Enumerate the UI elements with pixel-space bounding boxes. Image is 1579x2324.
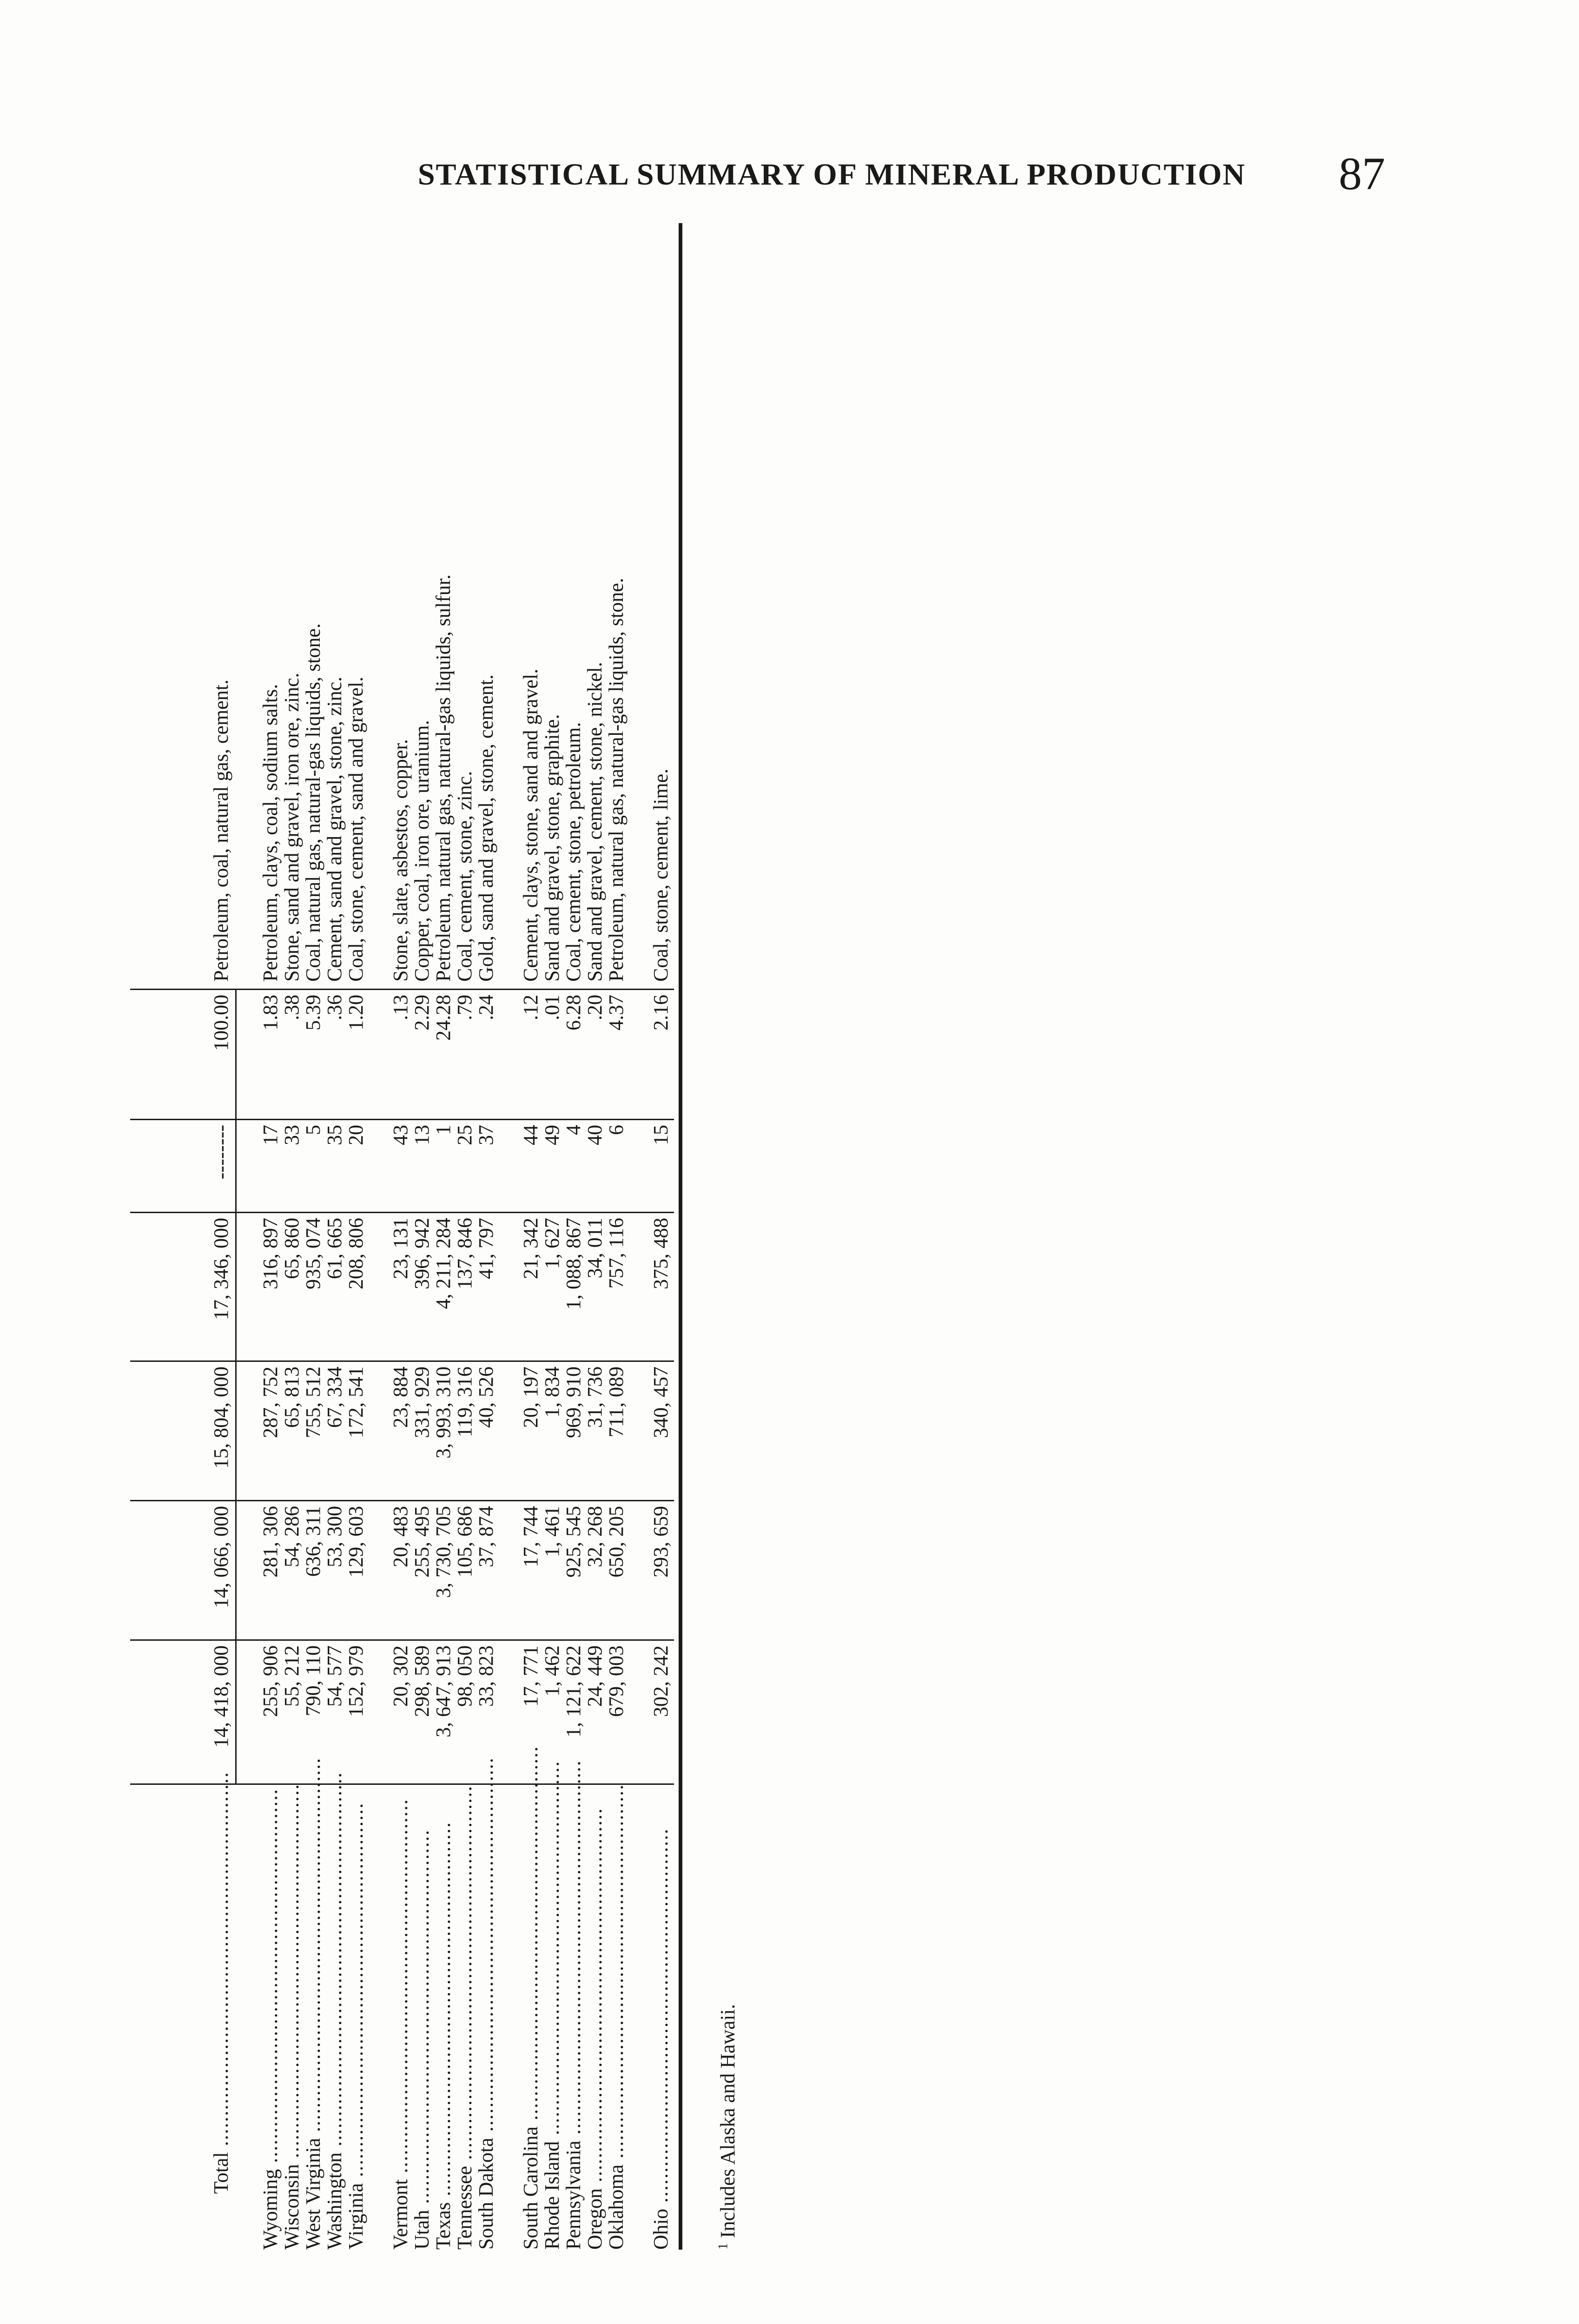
column-rule <box>130 1500 674 1501</box>
value-cell-4: 375, 488 <box>649 1218 672 1289</box>
value-cell-3: 20, 197 <box>519 1367 542 1428</box>
minerals-cell: Petroleum, clays, coal, sodium salts. <box>259 684 282 982</box>
state-name <box>346 1785 366 2250</box>
value-cell-2: 17, 744 <box>519 1506 542 1567</box>
value-cell-1: 17, 771 <box>519 1645 542 1707</box>
value-cell-1: 24, 449 <box>583 1645 606 1707</box>
value-cell-2: 3, 730, 705 <box>432 1506 455 1598</box>
value-cell-2: 20, 483 <box>389 1506 412 1567</box>
percent-cell: 24.28 <box>432 995 455 1041</box>
footnote <box>716 2004 740 2250</box>
minerals-cell: Cement, sand and gravel, stone, zinc. <box>323 676 346 982</box>
value-cell-2: 129, 603 <box>344 1506 367 1578</box>
state-label: West Virginia <box>302 2138 324 2250</box>
footnote-mark: 1 <box>716 2243 731 2250</box>
value-cell-4: 396, 942 <box>410 1218 433 1289</box>
state-label: Rhode Island <box>541 2141 563 2250</box>
percent-cell: 2.16 <box>649 995 672 1030</box>
table-top-rule <box>679 223 682 2250</box>
value-cell-3: 755, 512 <box>302 1367 324 1438</box>
minerals-cell: Petroleum, natural gas, natural-gas liquids, sulfur. <box>432 574 455 982</box>
value-cell-1: 55, 212 <box>280 1645 303 1707</box>
state-name <box>412 1785 432 2250</box>
rank-cell: 25 <box>453 1125 476 1145</box>
state-name <box>260 1785 281 2250</box>
column-c3 <box>130 1362 674 1501</box>
footnote-text: Includes Alaska and Hawaii. <box>716 2004 739 2238</box>
minerals-cell: Stone, slate, asbestos, copper. <box>389 739 412 982</box>
state-name <box>324 1785 345 2250</box>
value-cell-4: 61, 665 <box>323 1218 346 1279</box>
state-label: Oklahoma <box>605 2164 628 2250</box>
rank-cell: 1 <box>432 1125 455 1135</box>
state-label: Total <box>210 2152 232 2194</box>
state-name <box>476 1785 496 2250</box>
minerals-cell: Copper, coal, iron ore, uranium. <box>410 720 433 982</box>
value-cell-4: 34, 011 <box>583 1218 606 1279</box>
minerals-cell: Cement, clays, stone, sand and gravel. <box>519 668 542 982</box>
value-cell-1: 54, 577 <box>323 1645 346 1707</box>
state-label: Utah <box>410 2210 433 2250</box>
state-name <box>433 1785 454 2250</box>
page-header <box>0 0 1579 232</box>
rank-cell: 40 <box>583 1125 606 1145</box>
rank-cell: 6 <box>605 1125 628 1135</box>
minerals-cell: Sand and gravel, stone, graphite. <box>541 714 563 982</box>
value-cell-1: 302, 242 <box>649 1645 672 1717</box>
value-cell-2: 255, 495 <box>410 1506 433 1578</box>
minerals-cell: Coal, natural gas, natural-gas liquids, stone. <box>302 623 324 982</box>
value-cell-1: 20, 302 <box>389 1645 412 1707</box>
value-cell-2: 37, 874 <box>475 1506 497 1567</box>
column-c2 <box>130 1501 674 1641</box>
rank-cell: 15 <box>649 1125 672 1145</box>
value-cell-4: 17, 346, 000 <box>210 1218 232 1320</box>
value-cell-3: 969, 910 <box>562 1367 585 1438</box>
column-c4 <box>130 1213 674 1362</box>
rank-cell: 17 <box>259 1125 282 1145</box>
state-label: South Carolina <box>519 2126 542 2250</box>
total-label <box>211 1785 231 2250</box>
value-cell-3: 40, 526 <box>475 1367 497 1428</box>
column-state <box>130 1785 674 2250</box>
column-rule <box>130 1360 674 1362</box>
state-label: Washington <box>323 2152 346 2250</box>
value-cell-4: 1, 088, 867 <box>562 1218 585 1310</box>
column-minerals <box>130 223 674 990</box>
value-cell-1: 1, 462 <box>541 1645 563 1697</box>
state-label: Oregon <box>583 2188 606 2250</box>
value-cell-3: 65, 813 <box>280 1367 303 1428</box>
state-label: Ohio <box>649 2209 672 2250</box>
value-cell-2: 293, 659 <box>649 1506 672 1578</box>
value-cell-3: 119, 316 <box>453 1367 476 1438</box>
value-cell-2: 54, 286 <box>280 1506 303 1567</box>
state-label: Wyoming <box>259 2169 282 2250</box>
value-cell-1: 679, 003 <box>605 1645 628 1717</box>
rank-cell: 49 <box>541 1125 563 1145</box>
state-label: Vermont <box>389 2179 412 2250</box>
value-cell-4: 137, 846 <box>453 1218 476 1289</box>
value-cell-4: 23, 131 <box>389 1218 412 1279</box>
state-name <box>585 1785 605 2250</box>
value-cell-1: 255, 906 <box>259 1645 282 1717</box>
state-label: Wisconsin <box>280 2164 303 2250</box>
state-name <box>390 1785 411 2250</box>
column-rule <box>130 1639 674 1641</box>
running-title: STATISTICAL SUMMARY OF MINERAL PRODUCTION <box>417 158 1246 191</box>
rank-cell: 20 <box>344 1125 367 1145</box>
value-cell-3: 340, 457 <box>649 1367 672 1438</box>
column-c1 <box>130 1641 674 1785</box>
percent-cell: 4.37 <box>605 995 628 1030</box>
state-name <box>282 1785 302 2250</box>
value-cell-2: 14, 066, 000 <box>210 1506 232 1608</box>
state-name <box>651 1785 671 2250</box>
column-rule <box>130 989 674 990</box>
column-rank <box>130 1120 674 1213</box>
state-label: South Dakota <box>475 2138 497 2250</box>
column-rule <box>130 1212 674 1213</box>
percent-cell: .24 <box>475 995 497 1020</box>
percent-cell: 6.28 <box>562 995 585 1030</box>
column-rule <box>130 1119 674 1120</box>
value-cell-4: 41, 797 <box>475 1218 497 1279</box>
value-cell-4: 316, 897 <box>259 1218 282 1289</box>
value-cell-2: 636, 311 <box>302 1506 324 1577</box>
state-name <box>303 1785 324 2250</box>
value-cell-4: 65, 860 <box>280 1218 303 1279</box>
value-cell-2: 105, 686 <box>453 1506 476 1578</box>
column-percent <box>130 990 674 1120</box>
state-name <box>563 1785 584 2250</box>
percent-cell: 1.83 <box>259 995 282 1030</box>
value-cell-3: 287, 752 <box>259 1367 282 1438</box>
value-cell-2: 32, 268 <box>583 1506 606 1567</box>
percent-cell: .79 <box>453 995 476 1020</box>
rank-cell: 5 <box>302 1125 324 1135</box>
value-cell-4: 4, 211, 284 <box>432 1218 455 1309</box>
value-cell-1: 1, 121, 622 <box>562 1645 585 1737</box>
state-name <box>542 1785 562 2250</box>
state-label: Virginia <box>344 2183 367 2250</box>
percent-cell: 2.29 <box>410 995 433 1030</box>
page-number: 87 <box>1339 148 1385 199</box>
rank-cell: 35 <box>323 1125 346 1145</box>
minerals-cell: Gold, sand and gravel, stone, cement. <box>475 674 497 982</box>
percent-cell: .20 <box>583 995 606 1020</box>
rank-cell: 43 <box>389 1125 412 1145</box>
rank-cell: 13 <box>410 1125 433 1145</box>
percent-cell: .36 <box>323 995 346 1020</box>
minerals-cell: Stone, sand and gravel, iron ore, zinc. <box>280 673 303 982</box>
percent-cell: .13 <box>389 995 412 1020</box>
minerals-cell: Petroleum, natural gas, natural-gas liquids, stone. <box>605 578 628 982</box>
value-cell-2: 925, 545 <box>562 1506 585 1578</box>
value-cell-3: 67, 334 <box>323 1367 346 1428</box>
percent-cell: .12 <box>519 995 542 1020</box>
value-cell-1: 298, 589 <box>410 1645 433 1717</box>
value-cell-4: 21, 342 <box>519 1218 542 1279</box>
column-rule <box>130 1783 674 1785</box>
minerals-cell: Coal, stone, cement, lime. <box>649 768 672 982</box>
value-cell-3: 15, 804, 000 <box>210 1367 232 1469</box>
value-cell-3: 172, 541 <box>344 1367 367 1438</box>
rank-cell: -------- <box>210 1125 232 1180</box>
value-cell-4: 208, 806 <box>344 1218 367 1289</box>
value-cell-4: 935, 074 <box>302 1218 324 1289</box>
value-cell-1: 790, 110 <box>302 1645 324 1717</box>
value-cell-1: 98, 050 <box>453 1645 476 1707</box>
state-name <box>606 1785 627 2250</box>
value-cell-4: 1, 627 <box>541 1218 563 1269</box>
total-rule <box>235 990 237 1785</box>
value-cell-2: 1, 461 <box>541 1506 563 1557</box>
value-cell-4: 757, 116 <box>605 1218 628 1289</box>
value-cell-3: 331, 929 <box>410 1367 433 1438</box>
minerals-cell: Coal, cement, stone, zinc. <box>453 771 476 982</box>
rank-cell: 4 <box>562 1125 585 1135</box>
percent-cell: 5.39 <box>302 995 324 1030</box>
state-label: Tennessee <box>453 2166 476 2250</box>
value-cell-2: 53, 300 <box>323 1506 346 1567</box>
minerals-cell: Sand and gravel, cement, stone, nickel. <box>583 662 606 982</box>
rank-cell: 37 <box>475 1125 497 1145</box>
state-label: Pennsylvania <box>562 2140 585 2250</box>
value-cell-3: 1, 834 <box>541 1367 563 1418</box>
value-cell-2: 281, 306 <box>259 1506 282 1578</box>
state-name <box>455 1785 475 2250</box>
percent-cell: .01 <box>541 995 563 1020</box>
percent-cell: .38 <box>280 995 303 1020</box>
value-cell-3: 3, 993, 310 <box>432 1367 455 1459</box>
value-cell-3: 23, 884 <box>389 1367 412 1428</box>
percent-cell: 100.00 <box>210 995 232 1051</box>
minerals-cell: Coal, cement, stone, petroleum. <box>562 722 585 982</box>
value-cell-2: 650, 205 <box>605 1506 628 1578</box>
minerals-cell: Coal, stone, cement, sand and gravel. <box>344 676 367 982</box>
rank-cell: 33 <box>280 1125 303 1145</box>
rank-cell: 44 <box>519 1125 542 1145</box>
value-cell-1: 33, 823 <box>475 1645 497 1707</box>
minerals-cell: Petroleum, coal, natural gas, cement. <box>210 680 232 982</box>
value-cell-1: 14, 418, 000 <box>210 1645 232 1748</box>
state-name <box>521 1785 541 2250</box>
value-cell-1: 152, 979 <box>344 1645 367 1717</box>
rotated-table <box>130 223 739 2250</box>
value-cell-3: 31, 736 <box>583 1367 606 1428</box>
state-label: Texas <box>432 2202 455 2250</box>
value-cell-1: 3, 647, 913 <box>432 1645 455 1737</box>
value-cell-3: 711, 089 <box>605 1367 628 1438</box>
percent-cell: 1.20 <box>344 995 367 1030</box>
